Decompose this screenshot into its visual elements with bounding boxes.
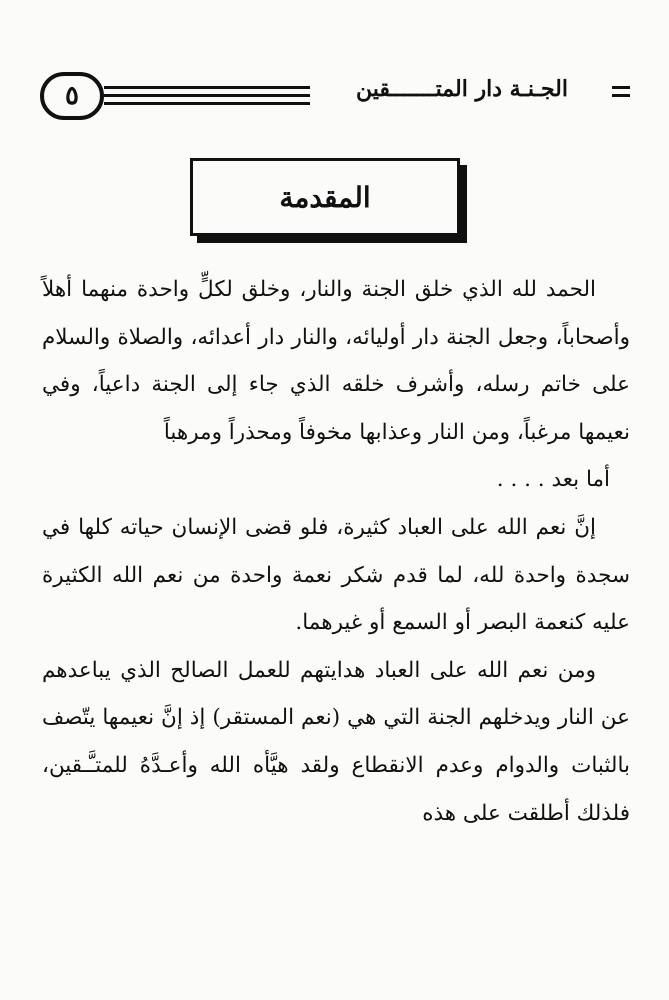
paragraph: الحمد لله الذي خلق الجنة والنار، وخلق لكلٍّ واحدة منهما أهلاً وأصحاباً، وجعل الجنة دار أوليائه، والنار دار أعدائه، والصلاة والسلام على خاتم رسله، وأشرف خلقه الذي جاء إلى الجنة داعياً، وفي نعيمها مرغباً، ومن النار وعذابها مخوفاً ومحذراً ومرهباً [42,277,630,445]
running-title: الجـنـة دار المتـــــــقين [356,76,568,102]
header-rule [612,94,630,97]
header-rule [612,86,630,89]
paragraph: إنَّ نعم الله على العباد كثيرة، فلو قضى الإنسان حياته كلها في سجدة واحدة لله، لما قدم شكر نعمة واحدة من نعم الله الكثيرة عليه كنعمة البصر أو السمع أو غيرهما. [42,514,630,636]
running-header [40,72,630,122]
paragraph: أما بعد . . . . [496,467,610,493]
paragraph: ومن نعم الله على العباد هدايتهم للعمل الصالح الذي يباعدهم عن النار ويدخلهم الجنة التي هي (نعم المستقر) إذ إنَّ نعيمها يتّصف بالثبات والدوام وعدم الانقطاع ولقد هيَّأه الله وأعـدَّهُ للمتـَّـقين، فلذلك أطلقت على هذه [42,657,630,826]
section-title-box [190,158,460,236]
header-rule [104,102,310,105]
body-text [42,266,630,837]
header-rule [104,94,310,97]
section-title: المقدمة [279,180,371,214]
page-number: ٥ [40,72,104,120]
header-rule [104,86,310,89]
